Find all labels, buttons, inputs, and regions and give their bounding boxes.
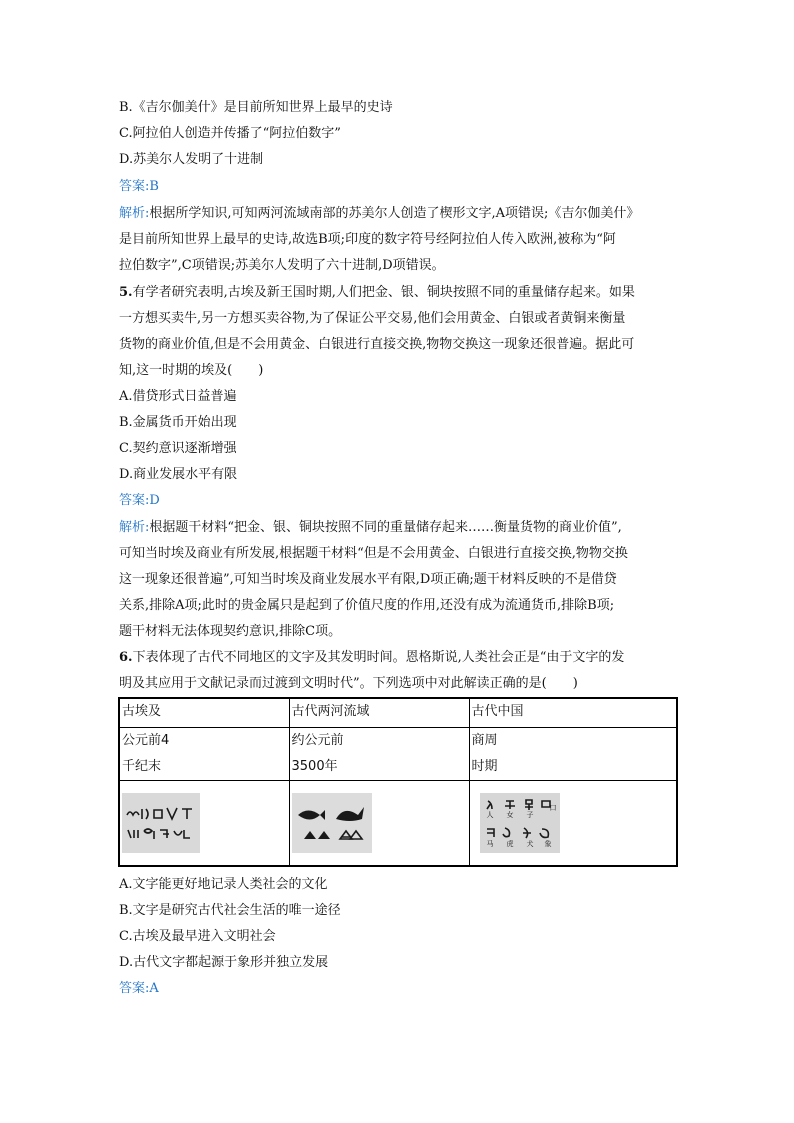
- q4-option-d: D.苏美尔人发明了十进制: [119, 152, 264, 167]
- q5-option-d: D.商业发展水平有限: [119, 467, 238, 482]
- q5-explanation-line-5: 题干材料无法体现契约意识,排除C项。: [119, 624, 342, 639]
- q6-stem-line-1: [119, 648, 624, 668]
- table-time-row: [119, 728, 677, 781]
- q5-explanation-label: 解析:: [119, 520, 150, 535]
- q6-option-a: A.文字能更好地记录人类社会的文化: [119, 877, 328, 892]
- table-header-row: [119, 698, 677, 728]
- header-ancient-china: 古代中国: [469, 698, 677, 728]
- q4-explanation-label: 解析:: [119, 206, 150, 221]
- image-cell-mesopotamia: [289, 781, 469, 867]
- q5-explanation-line-2: 可知当时埃及商业有所发展,根据题干材料“但是不会用黄金、白银进行直接交换,物物交换: [119, 546, 628, 561]
- q4-explanation-line-3: 拉伯数字”,C项错误;苏美尔人发明了六十进制,D项错误。: [119, 258, 445, 273]
- oracle-char-ren: 人: [486, 811, 494, 819]
- q6-option-d: D.古代文字都起源于象形并独立发展: [119, 955, 329, 970]
- oracle-char-quan: 犬: [526, 840, 534, 848]
- oracle-char-ma: 马: [486, 840, 494, 848]
- table-image-row: [119, 781, 677, 867]
- q6-answer: 答案:A: [119, 981, 159, 996]
- q5-stem-line-4: 知,这一时期的埃及( ): [119, 363, 264, 378]
- header-ancient-egypt: 古埃及: [119, 698, 289, 728]
- oracle-char-nv: 女: [506, 811, 514, 819]
- image-cell-egypt: [119, 781, 289, 867]
- q5-explanation-line-1: [119, 518, 622, 538]
- q5-explanation-line-3: 这一现象还很普遍”,可知当时埃及商业发展水平有限,D项正确;题干材料反映的不是借贷: [119, 572, 617, 587]
- q5-stem-text-1: 有学者研究表明,古埃及新王国时期,人们把金、银、铜块按照不同的重量储存起来。如果: [132, 285, 635, 300]
- image-cell-china: [469, 781, 677, 867]
- q6-stem-text-1: 下表体现了古代不同地区的文字及其发明时间。恩格斯说,人类社会正是“由于文字的发: [132, 650, 625, 665]
- header-mesopotamia: 古代两河流域: [289, 698, 469, 728]
- q5-explanation-text-1: 根据题干材料“把金、银、铜块按照不同的重量储存起来……衡量货物的商业价值”,: [149, 520, 622, 535]
- q5-option-c: C.契约意识逐渐增强: [119, 441, 237, 456]
- q5-explanation-line-4: 关系,排除A项;此时的贵金属只是起到了价值尺度的作用,还没有成为流通货币,排除B项;: [119, 598, 615, 613]
- time-cell-egypt: [119, 728, 289, 781]
- q5-option-b: B.金属货币开始出现: [119, 415, 237, 430]
- q4-option-c: C.阿拉伯人创造并传播了“阿拉伯数字”: [119, 126, 341, 141]
- time-cell-china: [469, 728, 677, 781]
- time-egypt-line-1: 公元前4: [122, 733, 170, 748]
- q6-option-c: C.古埃及最早进入文明社会: [119, 929, 276, 944]
- q4-explanation-line-2: 是目前所知世界上最早的史诗,故选B项;印度的数字符号经阿拉伯人传入欧洲,被称为“阿: [119, 232, 616, 247]
- q6-option-b: B.文字是研究古代社会生活的唯一途径: [119, 903, 341, 918]
- time-china-line-2: 时期: [471, 759, 498, 774]
- oracle-char-kou: 口: [549, 804, 557, 812]
- q5-stem-line-2: 一方想买卖牛,另一方想买卖谷物,为了保证公平交易,他们会用黄金、白银或者黄铜来衡量: [119, 311, 626, 326]
- pictograph-image: [292, 793, 372, 853]
- writing-comparison-table: [118, 697, 678, 867]
- q6-number: 6.: [119, 650, 133, 665]
- time-cell-mesopotamia: [289, 728, 469, 781]
- oracle-char-hu: 虎: [506, 840, 514, 848]
- q4-explanation-text-1: 根据所学知识,可知两河流域南部的苏美尔人创造了楔形文字,A项错误;《吉尔伽美什》: [149, 206, 640, 221]
- oracle-char-zi: 子: [526, 811, 534, 819]
- q5-answer: 答案:D: [119, 493, 160, 508]
- time-egypt-line-2: 千纪末: [122, 759, 162, 774]
- q5-stem-line-3: 货物的商业价值,但是不会用黄金、白银进行直接交换,物物交换这一现象还很普遍。据此可: [119, 337, 635, 352]
- time-china-line-1: 商周: [471, 733, 498, 748]
- oracle-char-xiang: 象: [544, 840, 552, 848]
- q6-stem-line-2: 明及其应用于文献记录而过渡到文明时代”。下列选项中对此解读正确的是( ): [119, 676, 578, 691]
- oracle-bone-image: [480, 793, 560, 853]
- q5-number: 5.: [119, 285, 133, 300]
- q4-option-b: B.《吉尔伽美什》是目前所知世界上最早的史诗: [119, 100, 393, 115]
- q5-option-a: A.借贷形式日益普遍: [119, 389, 237, 404]
- q4-answer: 答案:B: [119, 179, 159, 194]
- q5-stem-line-1: [119, 283, 635, 303]
- time-meso-line-2: 3500年: [291, 759, 338, 774]
- hieroglyph-image: [122, 793, 200, 853]
- time-meso-line-1: 约公元前: [291, 733, 344, 748]
- q4-explanation-line-1: [119, 204, 639, 224]
